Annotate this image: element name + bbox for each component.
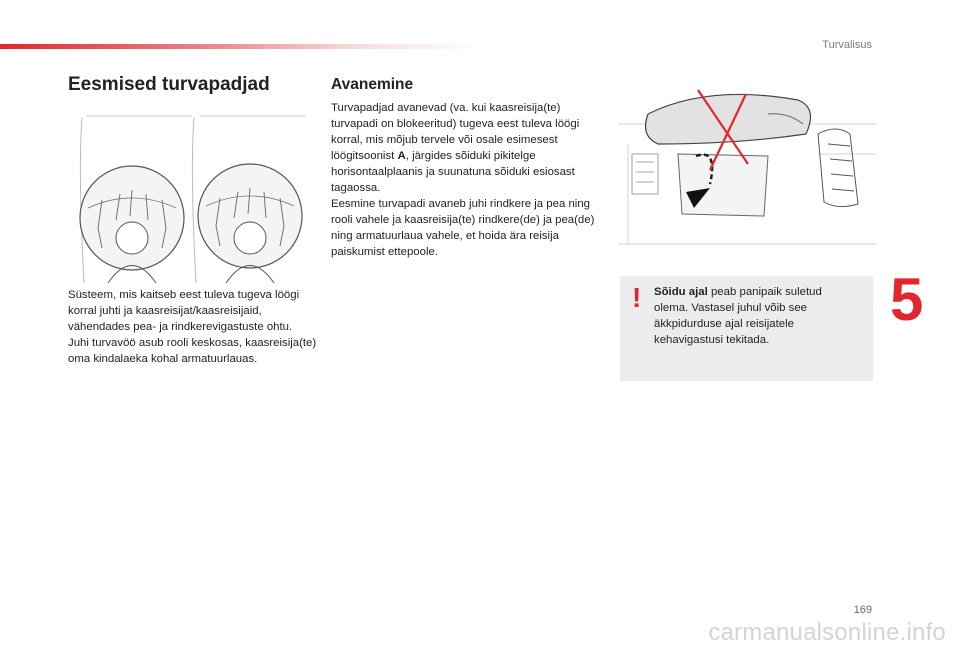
- impact-zone-label: A: [397, 150, 406, 162]
- page-number: 169: [853, 604, 872, 616]
- page-title: Eesmised turvapadjad: [68, 74, 270, 95]
- warning-exclamation-icon: !: [632, 282, 642, 313]
- deployment-text: [331, 100, 601, 260]
- intro-text: Süsteem, mis kaitseb eest tuleva tugeva löögi korral juhti ja kaasreisijat/kaasreisijaid, vähendades pea- ja rindkerevigastuste ohtu. Juhi turvavöö asub rooli keskosas, kaasreisija(te) oma kindalaeka kohal armatuurlauas.: [68, 289, 317, 365]
- chapter-number: 5: [890, 266, 924, 333]
- airbag-deployment-illustration: [72, 108, 312, 283]
- deployment-paragraph-1: Turvapadjad avanevad (va. kui kaasreisija(te) turvapadi on blokeeritud) tugeva eest tuleva löögi korral, mis mõjub tervele või osale esimesest löögitsoonist A, järgides sõiduki pikitelge horisontaalplaanis ja suunatuna sõiduki esiosast tagaossa.: [331, 102, 580, 194]
- deployment-heading: Avanemine: [331, 76, 414, 93]
- deployment-paragraph-2: Eesmine turvapadi avaneb juhi rindkere ja pea ning rooli vahele ja kaasreisija(te) rindkere(de) ja pea(de) ning armatuurlaua vahele, et hoida ära reisija paiskumist ettepoole.: [331, 198, 595, 258]
- header-accent-bar: [0, 44, 480, 49]
- glovebox-illustration: [618, 84, 876, 254]
- warning-box: [620, 276, 873, 381]
- section-title: Turvalisus: [822, 39, 872, 51]
- watermark: carmanualsonline.info: [708, 619, 946, 646]
- warning-text: Sõidu ajal peab panipaik suletud olema. Vastasel juhul võib see äkkpidurduse ajal reisijatele kehavigastusi tekitada.: [654, 286, 822, 346]
